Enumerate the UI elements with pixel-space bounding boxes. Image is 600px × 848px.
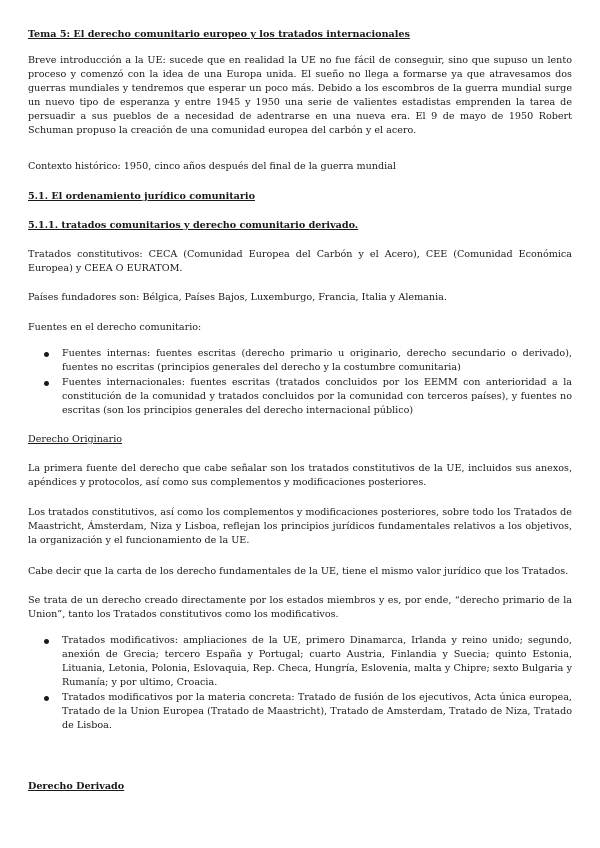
section-heading-5-1-1: 5.1.1. tratados comunitarios y derecho comunitario derivado. xyxy=(28,220,359,231)
fuentes-list xyxy=(28,347,572,419)
carta-paragraph: Cabe decir que la carta de los derecho fundamentales de la UE, tiene el mismo valor jurídico que los Tratados. xyxy=(28,566,569,577)
paises-fundadores-paragraph: Países fundadores son: Bélgica, Países Bajos, Luxemburgo, Francia, Italia y Alemania. xyxy=(28,292,447,303)
modificativos-list xyxy=(28,634,572,734)
bullet-icon xyxy=(44,381,49,386)
bullet-icon xyxy=(44,352,49,357)
fuentes-heading: Fuentes en el derecho comunitario: xyxy=(28,322,202,333)
list-item: Fuentes internacionales: fuentes escritas (tratados concluidos por los EEMM con anterioridad a la constitución de la comunidad y tratados concluidos por la comunidad con terceros países), y fuentes no escritas (son los principios generales del derecho internacional público) xyxy=(28,376,572,418)
historical-context: Contexto histórico: 1950, cinco años después del final de la guerra mundial xyxy=(28,161,396,172)
originario-paragraph-2: Los tratados constitutivos, así como los complementos y modificaciones posteriores, sobre todo los Tratados de Maastricht, Ámsterdam, Niza y Lisboa, reflejan los principios jurídicos fundamentales relativos a los objetivos, la organización y el funcionamiento de la UE. xyxy=(28,507,572,546)
document-title: Tema 5: El derecho comunitario europeo y los tratados internacionales xyxy=(28,29,410,40)
list-item: Fuentes internas: fuentes escritas (derecho primario u originario, derecho secundario o derivado), fuentes no escritas (principios generales del derecho y la costumbre comunitaria) xyxy=(28,347,572,375)
derecho-derivado-heading: Derecho Derivado xyxy=(28,781,125,792)
derecho-primario-paragraph: Se trata de un derecho creado directamente por los estados miembros y es, por ende, “derecho primario de la Union”, tanto los Tratados constitutivos como los modificativos. xyxy=(28,595,572,620)
tratados-constitutivos-paragraph: Tratados constitutivos: CECA (Comunidad Europea del Carbón y el Acero), CEE (Comunidad Económica Europea) y CEEA O EURATOM. xyxy=(28,249,572,274)
list-item: Tratados modificativos: ampliaciones de la UE, primero Dinamarca, Irlanda y reino unido; segundo, anexión de Grecia; tercero España y Portugal; cuarto Austria, Finlandia y Suecia; quinto Estonia, Lituania, Letonia, Polonia, Eslovaquia, Rep. Checa, Hungría, Eslovenia, malta y Chipre; sexto Bulgaria y Rumanía; y por ultimo, Croacia. xyxy=(28,634,572,690)
bullet-icon xyxy=(44,696,49,701)
originario-paragraph-1: La primera fuente del derecho que cabe señalar son los tratados constitutivos de la UE, incluidos sus anexos, apéndices y protocolos, así como sus complementos y modificaciones posteriores. xyxy=(28,463,572,488)
bullet-icon xyxy=(44,639,49,644)
derecho-originario-heading: Derecho Originario xyxy=(28,434,123,445)
intro-paragraph: Breve introducción a la UE: sucede que en realidad la UE no fue fácil de conseguir, sino que supuso un lento proceso y comenzó con la idea de una Europa unida. El sueño no llega a formarse ya que atravesamos dos guerras mundiales y tendremos que esperar un poco más. Debido a los escombros de la guerra mundial surge un nuevo tipo de esperanza y entre 1945 y 1950 una serie de valientes estadistas emprenden la tarea de persuadir a sus pueblos de a necesidad de adentrarse en una nueva era. El 9 de mayo de 1950 Robert Schuman propuso la creación de una comunidad europea del carbón y el acero. xyxy=(28,55,572,136)
section-heading-5-1: 5.1. El ordenamiento jurídico comunitario xyxy=(28,191,255,202)
list-item: Tratados modificativos por la materia concreta: Tratado de fusión de los ejecutivos, Acta única europea, Tratado de la Union Europea (Tratado de Maastricht), Tratado de Amsterdam, Tratado de Niza, Tratado de Lisboa. xyxy=(28,691,572,733)
